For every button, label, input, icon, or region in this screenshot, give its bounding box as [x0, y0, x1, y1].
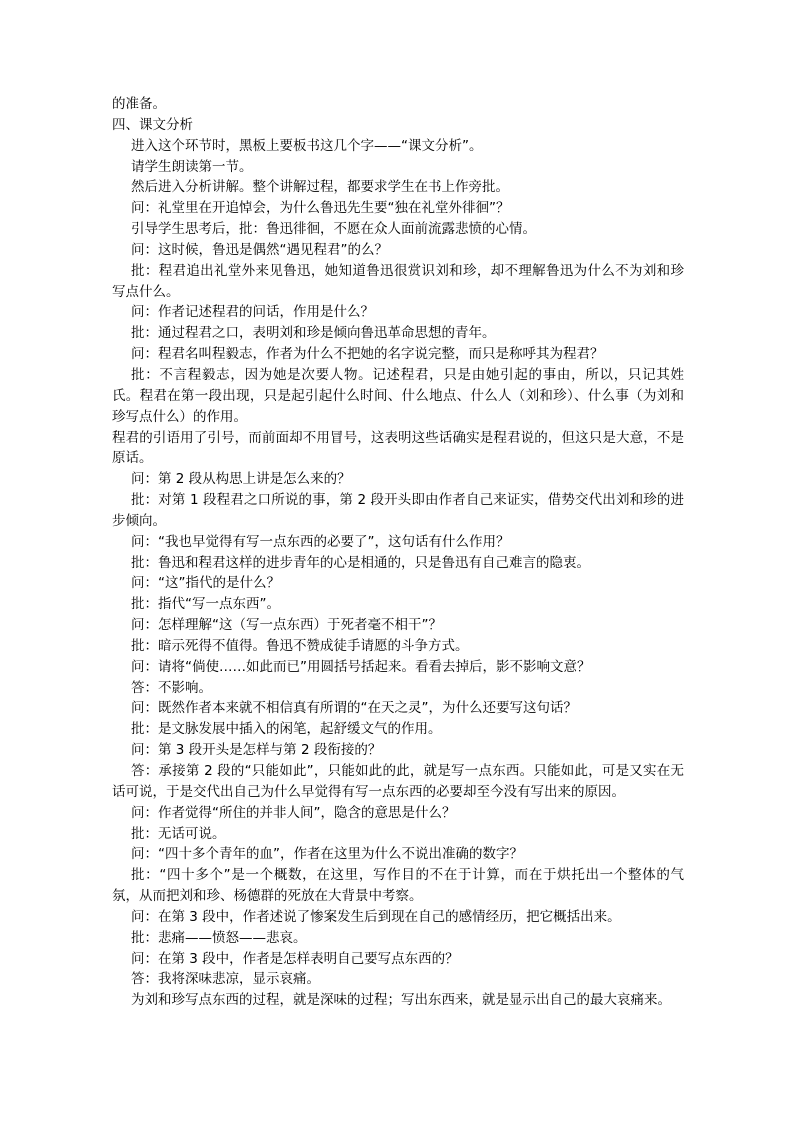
- paragraph: 引导学生思考后，批：鲁迅徘徊，不愿在众人面前流露悲愤的心情。: [131, 221, 536, 238]
- paragraph: 进入这个环节时，黑板上要板书这几个字——“课文分析”。: [131, 137, 483, 154]
- paragraph: 问：“这”指代的是什么？: [131, 575, 280, 592]
- paragraph: 批：程君追出礼堂外来见鲁迅，她知道鲁迅很赏识刘和珍，却不理解鲁迅为什么不为刘和珍写点什么。: [112, 262, 684, 300]
- paragraph: 问：“我也早觉得有写一点东西的必要了”，这句话有什么作用？: [131, 533, 510, 550]
- paragraph: 问：第 3 段开头是怎样与第 2 段衔接的？: [131, 742, 382, 759]
- paragraph: 批：指代“写一点东西”。: [131, 596, 280, 613]
- paragraph: 批：悲痛——愤怒——悲哀。: [131, 929, 307, 946]
- paragraph: 问：“四十多个青年的血”，作者在这里为什么不说出准确的数字？: [131, 846, 523, 863]
- paragraph: 然后进入分析讲解。整个讲解过程，都要求学生在书上作旁批。: [131, 179, 509, 196]
- paragraph: 答：承接第 2 段的“只能如此”，只能如此的此，就是写一点东西。只能如此，可是又实在无话可说，于是交代出自己为什么早觉得有写一点东西的必要却至今没有写出来的原因。: [112, 763, 684, 800]
- paragraph: 答：不影响。: [131, 679, 212, 696]
- paragraph: 问：礼堂里在开追悼会，为什么鲁迅先生要“独在礼堂外徘徊”？: [131, 200, 510, 217]
- paragraph: 答：我将深味悲凉，显示哀痛。: [131, 971, 320, 988]
- paragraph: 批：“四十多个”是一个概数，在这里，写作目的不在于计算，而在于烘托出一个整体的气氛，从而把刘和珍、杨德群的死放在大背景中考察。: [112, 867, 684, 905]
- paragraph: 批：无话可说。: [131, 825, 226, 842]
- paragraph: 批：通过程君之口，表明刘和珍是倾向鲁迅革命思想的青年。: [131, 325, 496, 342]
- paragraph: 请学生朗读第一节。: [131, 158, 253, 175]
- paragraph: 为刘和珍写点东西的过程，就是深味的过程；写出东西来，就是显示出自己的最大哀痛来。: [131, 992, 671, 1009]
- paragraph: 批：鲁迅和程君这样的进步青年的心是相通的，只是鲁迅有自己难言的隐衷。: [131, 554, 590, 571]
- paragraph: 问：第 2 段从构思上讲是怎么来的？: [131, 471, 351, 488]
- paragraph: 问：作者觉得“所住的并非人间”，隐含的意思是什么？: [131, 804, 456, 821]
- paragraph: 问：怎样理解“这（写一点东西）于死者毫不相干”？: [131, 617, 442, 634]
- paragraph: 批：对第 1 段程君之口所说的事，第 2 段开头即由作者自己来证实，借势交代出刘和珍的进步倾向。: [112, 492, 684, 529]
- paragraph: 程君的引语用了引号，而前面却不用冒号，这表明这些话确实是程君说的，但这只是大意，不是原话。: [112, 429, 684, 467]
- paragraph: 问：在第 3 段中，作者是怎样表明自己要写点东西的？: [131, 950, 459, 967]
- paragraph: 批：是文脉发展中插入的闲笔，起舒缓文气的作用。: [131, 721, 442, 738]
- paragraph: 问：这时候，鲁迅是偶然“遇见程君”的么？: [131, 241, 388, 258]
- paragraph: 批：不言程毅志，因为她是次要人物。记述程君，只是由她引起的事由，所以，只记其姓氏。程君在第一段出现，只是起引起什么时间、什么地点、什么人（刘和珍）、什么事（为刘和珍写点什么）的作用。: [112, 366, 684, 425]
- paragraph: 的准备。: [112, 96, 166, 112]
- document-page: [112, 94, 684, 1011]
- paragraph: 问：程君名叫程毅志，作者为什么不把她的名字说完整，而只是称呼其为程君？: [131, 346, 604, 363]
- paragraph: 问：请将“倘使……如此而已”用圆括号括起来。看看去掉后，影不影响文意？: [131, 658, 591, 675]
- paragraph: 问：作者记述程君的问话，作用是什么？: [131, 304, 374, 321]
- paragraph: 四、课文分析: [112, 116, 193, 133]
- paragraph: 问：既然作者本来就不相信真有所谓的“在天之灵”，为什么还要写这句话？: [131, 700, 577, 717]
- paragraph: 问：在第 3 段中，作者述说了惨案发生后到现在自己的感情经历，把它概括出来。: [131, 908, 621, 925]
- paragraph: 批：暗示死得不值得。鲁迅不赞成徒手请愿的斗争方式。: [131, 637, 469, 654]
